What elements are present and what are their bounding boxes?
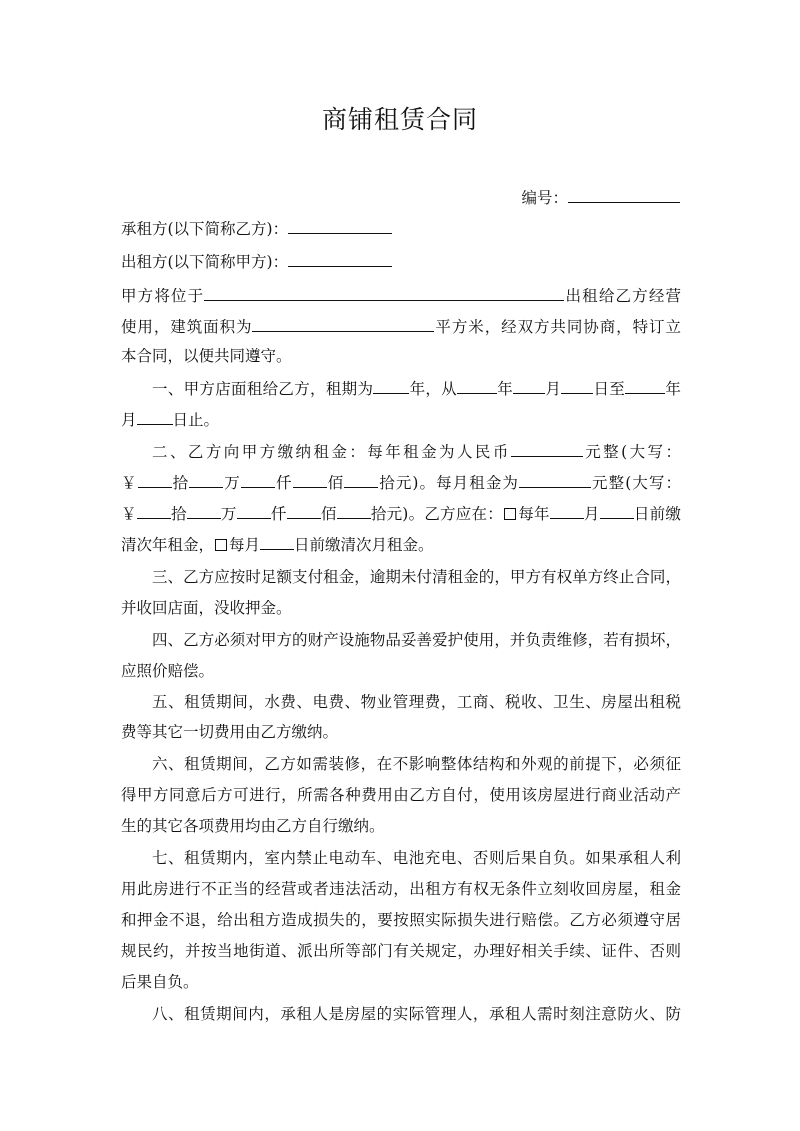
clause-text: 佰 (320, 505, 337, 523)
monthly-payment-checkbox[interactable] (215, 539, 227, 551)
clause-1-line-2 (121, 409, 681, 430)
clause-1-line-1 (121, 378, 681, 399)
intro-text: 使用，建筑面积为 (121, 318, 253, 336)
clause-7-line-2 (121, 879, 681, 899)
clause-8-line-1 (121, 1004, 681, 1024)
intro-text: 平方米，经双方共同协商，特订立 (434, 318, 681, 336)
clause-text: 生的其它各项费用均由乙方自行缴纳。 (121, 817, 385, 835)
amount-blank[interactable] (187, 503, 221, 519)
clause-5-line-1 (121, 692, 681, 712)
start-day-blank[interactable] (561, 378, 593, 394)
lessee-line (121, 218, 681, 239)
clause-text: 得甲方同意后方可进行，所需各种费用由乙方自付，使用该房屋进行商业活动产 (121, 786, 681, 804)
clause-text: 万 (220, 505, 237, 523)
amount-blank[interactable] (138, 472, 172, 488)
monthly-rent-blank[interactable] (519, 472, 591, 488)
clause-text: 和押金不退，给出租方造成损失的，要按照实际损失进行赔偿。乙方必须遵守居 (121, 911, 681, 929)
lessor-label: 出租方(以下简称甲方)： (121, 253, 289, 271)
serial-blank[interactable] (568, 187, 680, 203)
start-month-blank[interactable] (513, 378, 545, 394)
intro-line-2 (121, 316, 681, 337)
end-month-blank[interactable] (137, 409, 173, 425)
clause-text: 年 (665, 380, 681, 398)
clause-text: ￥ (121, 474, 138, 492)
clause-text: 拾元)。每月租金为 (378, 474, 519, 492)
clause-4-line-1 (121, 630, 681, 650)
intro-line-3 (121, 346, 681, 366)
clause-text: 仟 (270, 505, 287, 523)
clause-6-line-3 (121, 816, 681, 836)
clause-text: 二、乙方向甲方缴纳租金：每年租金为人民币 (152, 443, 511, 461)
page-title: 商铺租赁合同 (321, 105, 478, 134)
clause-text: 规民约，并按当地街道、派出所等部门有关规定，办理好相关手续、证件、否则 (121, 942, 681, 960)
clause-text: 拾元)。乙方应在： (370, 505, 503, 523)
clause-text: 三、乙方应按时足额支付租金，逾期未付清租金的，甲方有权单方终止合同， (152, 568, 681, 586)
start-year-blank[interactable] (457, 378, 497, 394)
serial-label: 编号： (521, 189, 568, 207)
amount-blank[interactable] (287, 503, 321, 519)
clause-text: 费等其它一切费用由乙方缴纳。 (121, 723, 339, 741)
amount-blank[interactable] (337, 503, 371, 519)
clause-2-line-1 (121, 441, 681, 462)
term-years-blank[interactable] (373, 378, 409, 394)
lessee-blank[interactable] (288, 218, 392, 234)
clause-text: 应照价赔偿。 (121, 662, 215, 680)
clause-text: 四、乙方必须对甲方的财产设施物品妥善爱护使用，并负责维修，若有损坏， (152, 631, 681, 649)
clause-text: 元整(大写： (582, 443, 681, 461)
yearly-payment-checkbox[interactable] (504, 508, 516, 520)
clause-text: 日前缴 (633, 505, 681, 523)
clause-text: 仟 (274, 474, 293, 492)
clause-text: 拾 (171, 474, 190, 492)
clause-text: 万 (223, 474, 241, 492)
clause-2-line-4 (121, 534, 681, 555)
amount-blank[interactable] (293, 472, 327, 488)
clause-7-line-1 (121, 848, 681, 868)
clause-3-line-2 (121, 598, 681, 618)
intro-text: 本合同，以便共同遵守。 (121, 347, 292, 365)
clause-text: 用此房进行不正当的经营或者违法活动，出租方有权无条件立刻收回房屋，租金 (121, 880, 681, 898)
clause-7-line-5 (121, 972, 681, 992)
end-year-blank[interactable] (625, 378, 665, 394)
clause-text: 八、租赁期间内，承租人是房屋的实际管理人，承租人需时刻注意防火、防 (152, 1005, 681, 1023)
clause-text: 日止。 (172, 411, 220, 429)
clause-3-line-1 (121, 567, 681, 587)
location-blank[interactable] (204, 285, 564, 301)
clause-text: 拾 (170, 505, 187, 523)
pay-month-blank[interactable] (550, 503, 584, 519)
clause-text: 月 (121, 411, 137, 429)
clause-2-line-3 (121, 503, 681, 524)
area-blank[interactable] (252, 316, 434, 332)
monthly-pay-day-blank[interactable] (260, 534, 294, 550)
clause-text: 五、租赁期间，水费、电费、物业管理费，工商、税收、卫生、房屋出租税 (152, 693, 681, 711)
intro-text: 出租给乙方经营 (564, 287, 681, 305)
intro-text: 甲方将位于 (121, 287, 205, 305)
clause-text: 七、租赁期内，室内禁止电动车、电池充电、否则后果自负。如果承租人利 (152, 849, 681, 867)
clause-text: 年，从 (409, 380, 457, 398)
clause-6-line-1 (121, 754, 681, 774)
amount-blank[interactable] (344, 472, 378, 488)
lessor-blank[interactable] (288, 251, 392, 267)
clause-text: 年 (496, 380, 514, 398)
clause-text: 后果自负。 (121, 973, 199, 991)
clause-text: 一、甲方店面租给乙方，租期为 (152, 380, 374, 398)
amount-blank[interactable] (241, 472, 275, 488)
clause-5-line-2 (121, 722, 681, 742)
clause-text: 月 (545, 380, 562, 398)
clause-text: 日前缴清次月租金。 (294, 536, 434, 554)
intro-line-1 (121, 285, 681, 306)
clause-text: 佰 (326, 474, 345, 492)
amount-blank[interactable] (189, 472, 223, 488)
lessee-label: 承租方(以下简称乙方)： (121, 220, 289, 238)
amount-blank[interactable] (137, 503, 171, 519)
clause-text: 每年 (518, 505, 550, 523)
clause-text: 清次年租金， (121, 536, 215, 554)
pay-day-blank[interactable] (600, 503, 634, 519)
clause-2-line-2 (121, 472, 681, 493)
amount-blank[interactable] (237, 503, 271, 519)
clause-7-line-3 (121, 910, 681, 930)
lessor-line (121, 251, 681, 272)
clause-text: 元整(大写： (590, 474, 681, 492)
clause-text: 并收回店面，没收押金。 (121, 599, 292, 617)
annual-rent-blank[interactable] (511, 441, 583, 457)
clause-6-line-2 (121, 785, 681, 805)
clause-4-line-2 (121, 661, 681, 681)
clause-7-line-4 (121, 941, 681, 961)
clause-text: ￥ (121, 505, 137, 523)
serial-number-line (521, 186, 680, 208)
clause-text: 每月 (229, 536, 261, 554)
clause-text: 月 (583, 505, 600, 523)
clause-text: 六、租赁期间，乙方如需装修，在不影响整体结构和外观的前提下，必须征 (152, 755, 681, 773)
clause-text: 日至 (593, 380, 626, 398)
